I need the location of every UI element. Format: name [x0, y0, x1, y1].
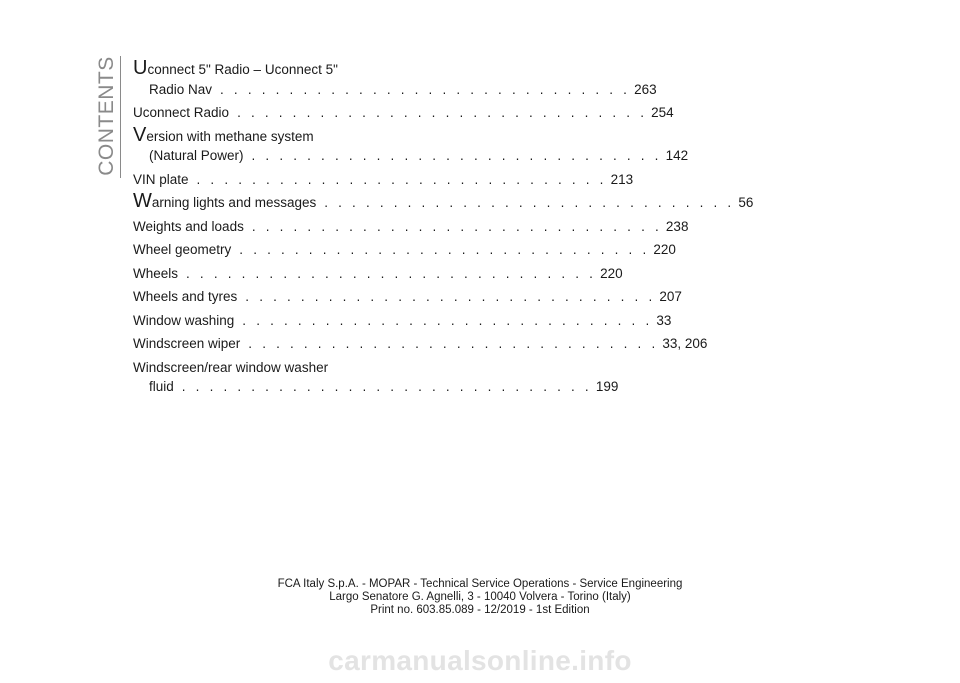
index-entry-text: Windscreen/rear window washer [133, 359, 329, 375]
index-page-number: 142 [665, 148, 689, 163]
index-entry-text: (Natural Power) [149, 148, 244, 163]
index-entry-windscreen-wiper[interactable] [133, 334, 708, 354]
index-entry-line [133, 264, 623, 284]
leader-dots: . . . . . . . . . . . . . . . . . . . . . . . . . . . . . . [196, 171, 607, 187]
index-entry-wheel-geometry[interactable] [133, 240, 676, 260]
index-page-number: 33 [656, 312, 672, 328]
side-tab-label: CONTENTS [95, 56, 118, 176]
leader-dots: . . . . . . . . . . . . . . . . . . . . . . . . . . . . . . [251, 218, 662, 234]
index-entry-wheels-tyres[interactable] [133, 287, 682, 307]
index-page-number: 263 [634, 81, 657, 97]
index-entry-line [133, 358, 361, 378]
index-entry-vin-plate[interactable] [133, 170, 634, 190]
index-entry-uconnect-radio[interactable] [133, 103, 674, 123]
index-entry-washer-fluid[interactable] [133, 358, 619, 397]
section-initial: U [133, 57, 148, 79]
index-page-number: 33, 206 [662, 336, 708, 351]
index-entry-line [133, 190, 754, 213]
index-entry-line [133, 103, 674, 123]
index-list [133, 57, 754, 401]
index-entry-version-methane[interactable] [133, 123, 689, 166]
index-entry-text: VIN plate [133, 171, 189, 187]
publisher-footer [0, 578, 960, 617]
index-entry-line [133, 170, 634, 190]
index-page-number: 220 [653, 242, 676, 257]
index-entry-text: Uconnect Radio [133, 105, 230, 120]
index-entry-window-washing[interactable] [133, 311, 672, 331]
index-page-number: 220 [600, 265, 623, 281]
section-initial: V [133, 123, 147, 146]
index-entry-warning-lights[interactable] [133, 190, 754, 213]
index-page-number: 56 [738, 195, 754, 210]
footer-print-line: Print no. 603.85.089 - 12/2019 - 1st Edition [370, 604, 590, 616]
index-entry-text: Radio Nav [149, 81, 213, 97]
leader-dots: . . . . . . . . . . . . . . . . . . . . . . . . . . . . . . [237, 105, 648, 120]
index-entry-text: Wheels and tyres [133, 289, 238, 304]
index-entry-line [133, 377, 619, 397]
leader-dots: . . . . . . . . . . . . . . . . . . . . . . . . . . . . . . [220, 81, 631, 97]
index-entry-line [133, 311, 672, 331]
leader-dots: . . . . . . . . . . . . . . . . . . . . . . . . . . . . . . [181, 379, 592, 394]
site-watermark: carmanualsonline.info [328, 645, 632, 676]
index-entry-text: arning lights and messages [151, 195, 317, 210]
index-page-number: 213 [610, 171, 634, 187]
side-tab [96, 56, 118, 176]
index-entry-text: Weights and loads [133, 218, 244, 234]
index-entry-line [133, 287, 682, 307]
index-entry-line [133, 123, 361, 147]
index-entry-line [133, 80, 657, 100]
index-entry-text: ersion with methane system [146, 128, 314, 144]
leader-dots: . . . . . . . . . . . . . . . . . . . . . . . . . . . . . . [248, 336, 659, 351]
index-page-number: 207 [659, 289, 682, 304]
leader-dots: . . . . . . . . . . . . . . . . . . . . . . . . . . . . . . [251, 148, 662, 163]
index-entry-line [133, 240, 676, 260]
leader-dots: . . . . . . . . . . . . . . . . . . . . . . . . . . . . . . [242, 312, 653, 328]
index-entry-text: Wheels [133, 265, 179, 281]
section-initial: W [133, 190, 152, 212]
index-page-number: 238 [665, 218, 689, 234]
index-entry-wheels[interactable] [133, 264, 623, 284]
index-entry-text: Wheel geometry [133, 242, 232, 257]
index-entry-text: fluid [149, 379, 174, 394]
index-entry-weights-loads[interactable] [133, 217, 689, 237]
leader-dots: . . . . . . . . . . . . . . . . . . . . . . . . . . . . . . [324, 195, 735, 210]
index-entry-text: Window washing [133, 312, 235, 328]
footer-company-line: FCA Italy S.p.A. - MOPAR - Technical Service Operations - Service Engineering [277, 578, 683, 590]
footer-address-line: Largo Senatore G. Agnelli, 3 - 10040 Volvera - Torino (Italy) [329, 591, 631, 603]
index-page-number: 254 [651, 105, 674, 120]
index-entry-line [133, 217, 689, 237]
index-entry-line [133, 146, 689, 166]
index-entry-uconnect-radio-nav[interactable] [133, 57, 657, 99]
leader-dots: . . . . . . . . . . . . . . . . . . . . . . . . . . . . . . [239, 242, 650, 257]
index-entry-line [133, 334, 708, 354]
leader-dots: . . . . . . . . . . . . . . . . . . . . . . . . . . . . . . [186, 265, 597, 281]
index-entry-line [133, 57, 361, 80]
leader-dots: . . . . . . . . . . . . . . . . . . . . . . . . . . . . . . [245, 289, 656, 304]
index-entry-text: Windscreen wiper [133, 336, 241, 351]
index-entry-text: connect 5" Radio – Uconnect 5" [147, 62, 338, 77]
index-page-number: 199 [595, 379, 619, 394]
side-tab-divider [120, 56, 121, 178]
